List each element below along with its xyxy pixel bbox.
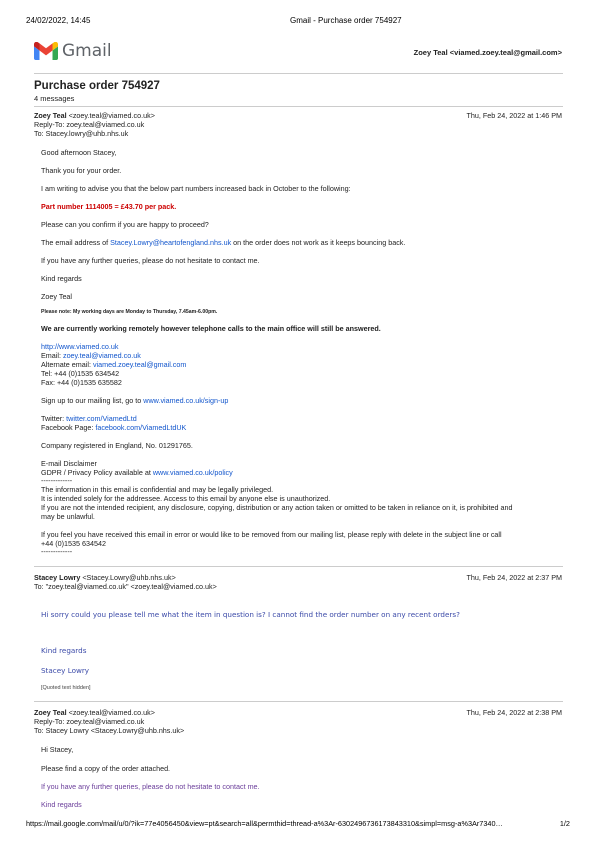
print-page-number: 1/2 [559, 819, 570, 828]
msg3-reply-to: Reply-To: zoey.teal@viamed.co.uk [34, 717, 145, 726]
msg3-from [34, 708, 155, 717]
msg1-facebook-line [41, 423, 186, 432]
msg3-to: To: Stacey Lowry <Stacey.Lowry@uhb.nhs.uk> [34, 726, 185, 735]
thread-subject: Purchase order 754927 [34, 80, 160, 92]
email-label: Email: [41, 351, 63, 360]
msg1-address-pre: The email address of [41, 238, 111, 247]
msg3-attached: Please find a copy of the order attached. [41, 764, 171, 773]
msg1-fax: Fax: +44 (0)1535 635582 [41, 378, 122, 387]
twitter-label: Twitter: [41, 414, 67, 423]
alt-email-link[interactable]: viamed.zoey.teal@gmail.com [92, 360, 187, 369]
msg2-date: Thu, Feb 24, 2022 at 2:37 PM [466, 573, 562, 582]
alt-email-label: Alternate email: [41, 360, 93, 369]
msg1-tel: Tel: +44 (0)1535 634542 [41, 369, 120, 378]
msg1-from-email: <zoey.teal@viamed.co.uk> [68, 111, 155, 120]
policy-link[interactable]: www.viamed.co.uk/policy [152, 468, 233, 477]
website-link[interactable]: http://www.viamed.co.uk [41, 342, 119, 351]
msg1-remote-notice: We are currently working remotely however telephone calls to the main office will still be answered. [41, 324, 381, 333]
msg1-dash-top: ------------- [41, 476, 73, 485]
msg1-confidential-4: may be unlawful. [41, 512, 95, 521]
email-link[interactable]: zoey.teal@viamed.co.uk [62, 351, 141, 360]
msg1-working-days-note: Please note: My working days are Monday to Thursday, 7.45am-6.00pm. [41, 309, 218, 315]
msg2-signature: Stacey Lowry [41, 666, 90, 675]
msg1-confidential-3: If you are not the intended recipient, any disclosure, copying, distribution or any action taken or omitted to be taken in reliance on it, is prohibited and [41, 503, 513, 512]
facebook-link[interactable]: facebook.com/ViamedLtdUK [95, 423, 187, 432]
quoted-text-toggle[interactable]: [Quoted text hidden] [41, 685, 91, 691]
msg3-regards: Kind regards [41, 800, 82, 809]
msg1-greeting: Good afternoon Stacey, [41, 148, 117, 157]
msg1-reply-to: Reply-To: zoey.teal@viamed.co.uk [34, 120, 145, 129]
gdpr-pre: GDPR / Privacy Policy available at [41, 468, 153, 477]
msg2-from-name: Stacey Lowry [34, 573, 81, 582]
msg1-confidential-phone: +44 (0)1535 634542 [41, 539, 106, 548]
msg3-from-name: Zoey Teal [34, 708, 67, 717]
msg1-disclaimer-title: E-mail Disclaimer [41, 459, 97, 468]
msg1-from-name: Zoey Teal [34, 111, 67, 120]
msg1-confidential-5: If you feel you have received this email in error or would like to be removed from our mailing list, please reply with delete in the subject line or call [41, 530, 502, 539]
msg3-greeting: Hi Stacey, [41, 745, 74, 754]
msg1-dash-bottom: ------------- [41, 547, 73, 556]
msg1-confidential-2: It is intended solely for the addressee. Access to this email by anyone else is unauthorized. [41, 494, 331, 503]
msg2-regards: Kind regards [41, 646, 87, 655]
msg1-regards: Kind regards [41, 274, 82, 283]
gmail-logo-text: Gmail [62, 41, 112, 61]
msg2-body: Hi sorry could you please tell me what the item in question is? I cannot find the order number on any recent orders? [41, 610, 460, 619]
print-title: Gmail - Purchase order 754927 [290, 16, 402, 25]
stacey-email-link[interactable]: Stacey.Lowry@heartofengland.nhs.uk [110, 238, 232, 247]
print-datetime: 24/02/2022, 14:45 [26, 16, 91, 25]
msg1-queries: If you have any further queries, please do not hesitate to contact me. [41, 256, 260, 265]
print-footer-url: https://mail.google.com/mail/u/0/?ik=77e4056450&view=pt&search=all&permthid=thread-a%3Ar-6302496736173843310&simpl=msg-a%3Ar7340… [26, 819, 503, 828]
facebook-label: Facebook Page: [41, 423, 96, 432]
signup-pre: Sign up to our mailing list, go to [41, 396, 144, 405]
thread-count: 4 messages [34, 94, 75, 103]
msg1-date: Thu, Feb 24, 2022 at 1:46 PM [466, 111, 562, 120]
signup-link[interactable]: www.viamed.co.uk/sign-up [143, 396, 229, 405]
divider [34, 701, 563, 702]
msg2-from [34, 573, 176, 582]
msg1-advise: I am writing to advise you that the below part numbers increased back in October to the following: [41, 184, 351, 193]
msg1-from [34, 111, 155, 120]
msg2-from-email: <Stacey.Lowry@uhb.nhs.uk> [82, 573, 176, 582]
msg1-address-line [41, 238, 405, 247]
divider [34, 106, 563, 107]
msg1-confirm: Please can you confirm if you are happy to proceed? [41, 220, 209, 229]
gmail-logo-icon [34, 42, 58, 60]
divider [34, 73, 563, 74]
msg1-company: Company registered in England, No. 01291765. [41, 441, 193, 450]
msg3-from-email: <zoey.teal@viamed.co.uk> [68, 708, 155, 717]
msg1-twitter-line [41, 414, 137, 423]
msg1-to: To: Stacey.lowry@uhb.nhs.uk [34, 129, 129, 138]
msg3-date: Thu, Feb 24, 2022 at 2:38 PM [466, 708, 562, 717]
msg1-signature: Zoey Teal [41, 292, 73, 301]
msg1-confidential-1: The information in this email is confidential and may be legally privileged. [41, 485, 274, 494]
msg1-part-number: Part number 1114005 = £43.70 per pack. [41, 202, 177, 211]
msg1-alt-email-line [41, 360, 186, 369]
msg1-email-line [41, 351, 141, 360]
twitter-link[interactable]: twitter.com/ViamedLtd [66, 414, 137, 423]
msg1-signup-line [41, 396, 228, 405]
msg1-thanks: Thank you for your order. [41, 166, 122, 175]
divider [34, 566, 563, 567]
account-email: Zoey Teal <viamed.zoey.teal@gmail.com> [413, 48, 562, 57]
msg3-queries: If you have any further queries, please do not hesitate to contact me. [41, 782, 260, 791]
msg2-to: To: "zoey.teal@viamed.co.uk" <zoey.teal@viamed.co.uk> [34, 582, 217, 591]
msg1-address-post: on the order does not work as it keeps bouncing back. [231, 238, 406, 247]
